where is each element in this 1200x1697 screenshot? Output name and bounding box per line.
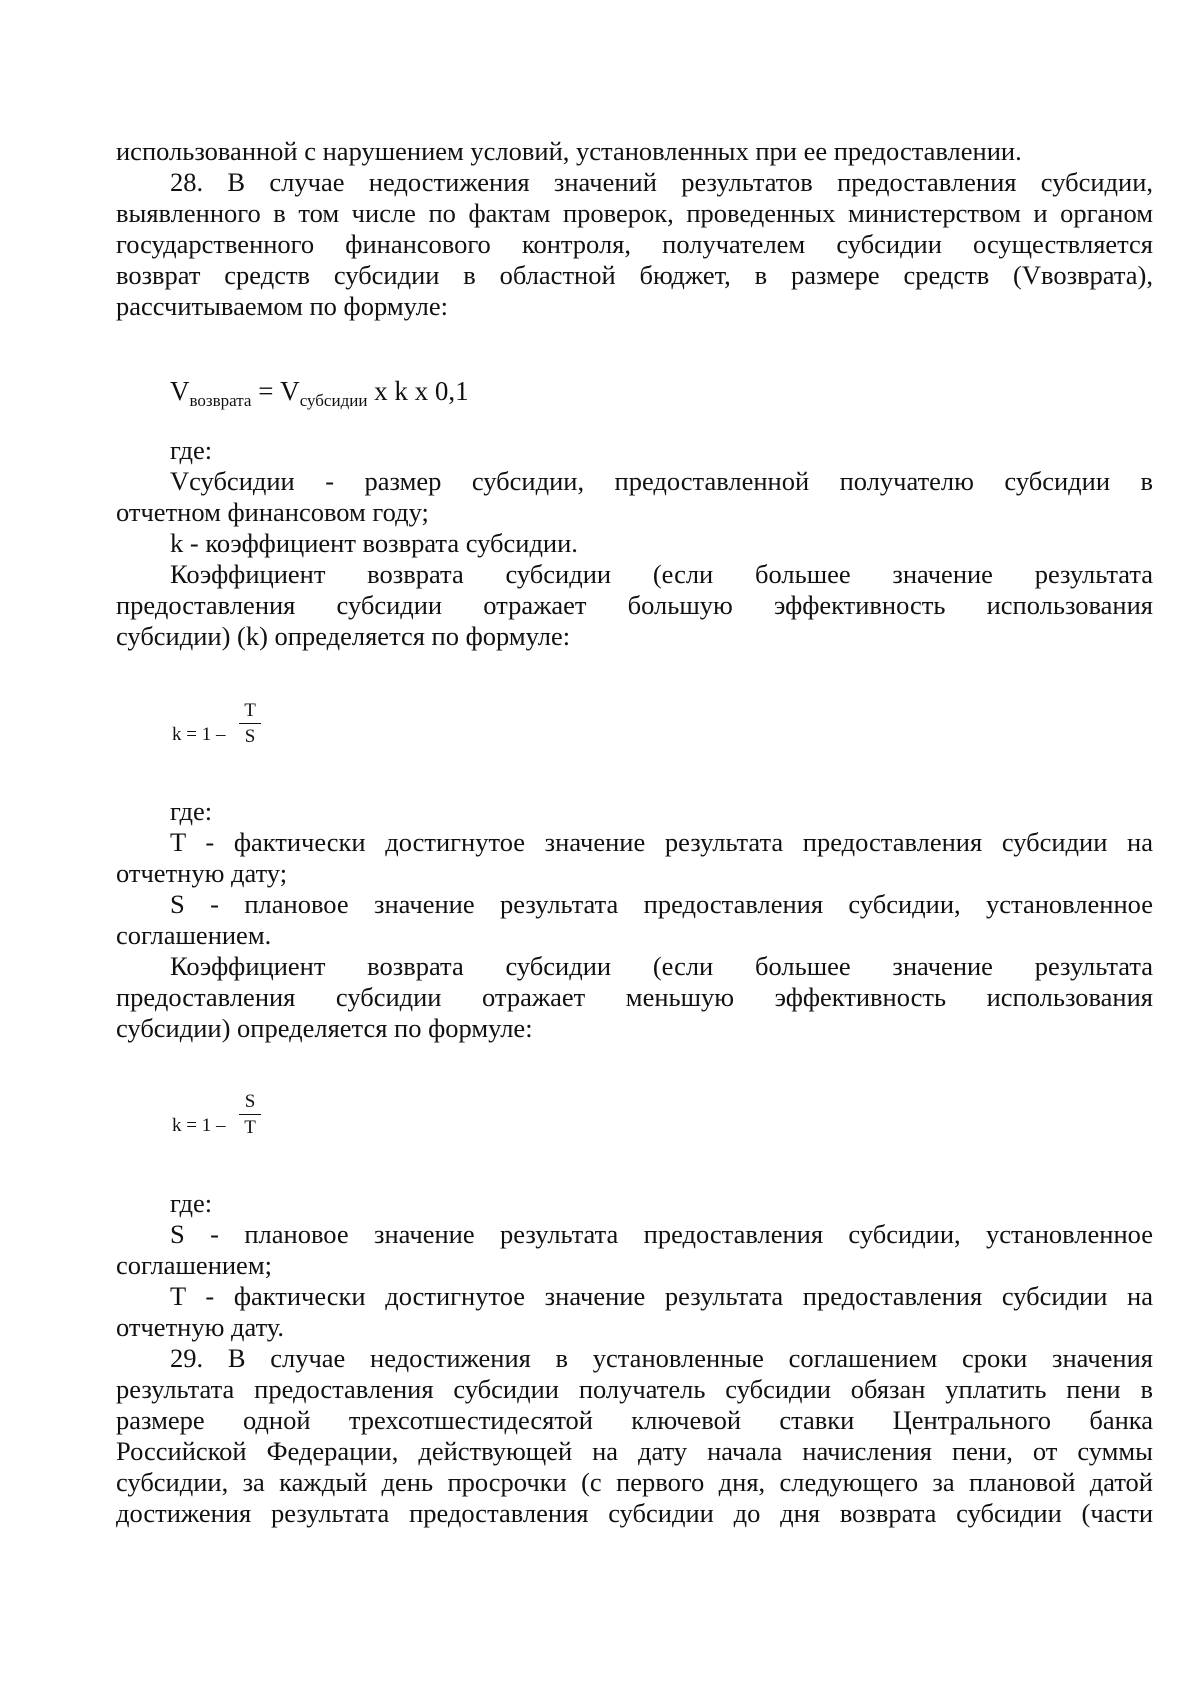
fraction: T S: [238, 699, 262, 748]
formula-refund-amount: $V_{возврата} = V_{субсидии}$ x k x 0,1: [170, 376, 469, 410]
text-line: предоставления субсидии отражает меньшую эффективность использования: [116, 982, 1153, 1012]
text-line: государственного финансового контроля, получателем субсидии осуществляется: [116, 229, 1153, 259]
text-line: выявленного в том числе по фактам проверок, проведенных министерством и органом: [116, 198, 1153, 228]
text-line: рассчитываемом по формуле:: [116, 291, 449, 321]
text-line: Коэффициент возврата субсидии (если большее значение результата: [170, 559, 1153, 589]
text-line: k - коэффициент возврата субсидии.: [170, 528, 578, 558]
text-line: S - плановое значение результата предоставления субсидии, установленное: [170, 1219, 1153, 1249]
text-line: Российской Федерации, действующей на дату начала начисления пени, от суммы: [116, 1436, 1153, 1466]
text-line: достижения результата предоставления субсидии до дня возврата субсидии (части: [116, 1498, 1153, 1528]
text-line: Vсубсидии - размер субсидии, предоставленной получателю субсидии в: [170, 466, 1153, 496]
text-line: возврат средств субсидии в областной бюджет, в размере средств (Vвозврата),: [116, 260, 1153, 290]
text-line: отчетную дату;: [116, 858, 288, 888]
text-line: T - фактически достигнутое значение результата предоставления субсидии на: [170, 1281, 1153, 1311]
where-label: где:: [170, 796, 213, 826]
text-line: размере одной трехсотшестидесятой ключевой ставки Центрального банка: [116, 1405, 1153, 1435]
text-line: субсидии, за каждый день просрочки (с первого дня, следующего за плановой датой: [116, 1467, 1153, 1497]
text-line: T - фактически достигнутое значение результата предоставления субсидии на: [170, 827, 1153, 857]
where-label: где:: [170, 1188, 213, 1218]
text-line: отчетном финансовом году;: [116, 497, 429, 527]
text-line: использованной с нарушением условий, установленных при ее предоставлении.: [116, 136, 1022, 166]
fraction: S T: [238, 1090, 262, 1139]
text-line: результата предоставления субсидии получатель субсидии обязан уплатить пени в: [116, 1374, 1153, 1404]
text-line: субсидии) определяется по формуле:: [116, 1013, 533, 1043]
text-line: субсидии) (k) определяется по формуле:: [116, 621, 571, 651]
paragraph-29-start: 29. В случае недостижения в установленные соглашением сроки значения: [170, 1343, 1153, 1373]
document-page: использованной с нарушением условий, установленных при ее предоставлении. 28. В случае недостижения значений результатов предоставления субсидии, выявленного в том числе по фактам проверок, проведенных министерством и органом государственного финансового контроля, получателем субсидии осуществляется возврат средств субсидии в областной бюджет, в размере средств (Vвозврата), рассчитываемом по формуле: $V_{возврата} = V_{субсидии}$ x k x 0,1 где: Vсубсидии - размер субсидии, предоставленной получателю субсидии в отчетном финансовом году; k - коэффициент возврата субсидии. Коэффициент возврата субсидии (если большее значение результата предоставления субсидии отражает большую эффективность использования субсидии) (k) определяется по формуле: k = 1 – T S где: T - фактически достигнутое значение результата предоставления субсидии на отчетную дату; S - плановое значение результата предоставления субсидии, установленное соглашением. Коэффициент возврата субсидии (если большее значение результата предоставления субсидии отражает меньшую эффективность использования субсидии) определяется по формуле: k = 1 – S T где: S - плановое значение результата предоставления субсидии, установленное соглашением; T - фактически достигнутое значение результата предоставления субсидии на отчетную дату. 29. В случае недостижения в установленные соглашением сроки значения результата предоставления субсидии получатель субсидии обязан уплатить пени в размере одной трехсотшестидесятой ключевой ставки Центрального банка Российской Федерации, действующей на дату начала начисления пени, от суммы субсидии, за каждый день просрочки (с первого дня, следующего за плановой датой достижения результата предоставления субсидии до дня возврата субсидии (части: [116, 136, 1153, 1528]
paragraph-28-start: 28. В случае недостижения значений результатов предоставления субсидии,: [170, 167, 1153, 197]
text-line: S - плановое значение результата предоставления субсидии, установленное: [170, 889, 1153, 919]
text-line: соглашением;: [116, 1250, 272, 1280]
text-line: Коэффициент возврата субсидии (если большее значение результата: [170, 951, 1153, 981]
text-line: предоставления субсидии отражает большую эффективность использования: [116, 590, 1153, 620]
text-line: соглашением.: [116, 920, 272, 950]
text-line: отчетную дату.: [116, 1312, 285, 1342]
where-label: где:: [170, 435, 213, 465]
